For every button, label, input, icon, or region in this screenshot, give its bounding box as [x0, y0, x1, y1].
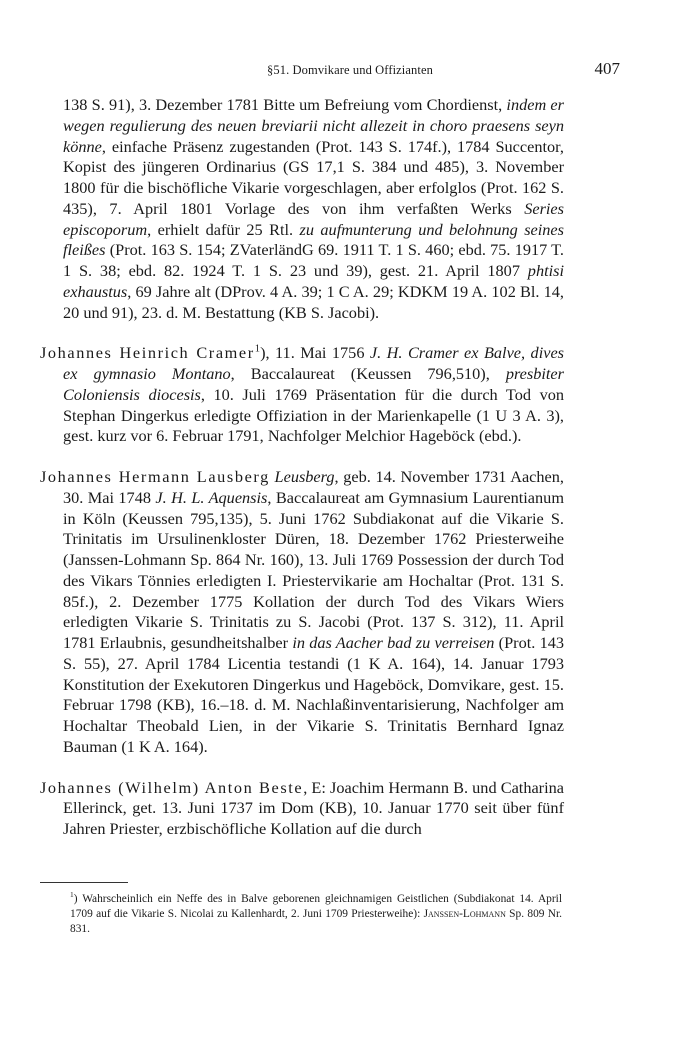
text-run: , 10. Juli 1769 Präsentation für die durch Tod von Stephan Dingerkus erledigte Offiziation in der Marienkapelle (1 U 3 A. 3), gest. kurz vor 6. Februar 1791, Nachfolger Melchior Hageböck (ebd.). [63, 384, 564, 446]
footnote-marker: 1 [254, 343, 261, 355]
italic-quote: J. H. Cramer ex Balve, dives ex gymnasio Montano [63, 343, 565, 383]
entry-continuation [40, 95, 564, 323]
text-run: , erhielt dafür 25 Rtl. [147, 219, 300, 239]
italic-quote: indem er wegen regulierung des neuen breviarii nicht allezeit in choro praesens seyn könne [63, 95, 564, 156]
section-title: §51. Domvikare und Offizianten [267, 63, 433, 77]
italic-quote: in das Aacher bad zu verreisen [292, 633, 495, 652]
italic-quote: presbiter Coloniensis diocesis [63, 364, 564, 404]
entry-name: Johannes (Wilhelm) Anton Beste [40, 777, 304, 797]
italic-quote: zu aufmunterung und belohnung seines fleißes [63, 219, 564, 260]
text-run: (Prot. 143 S. 55), 27. April 1784 Licentia testandi (1 K A. 164), 14. Januar 1793 Konstitution der Exekutoren Dingerkus und Hageböck, Domvikare, gest. 15. Februar 1798 (KB), 16.–18. d. M. Nachlaßinventarisierung, Nachfolger am Hochaltar Theobald Lien, in der Vikarie S. Trinitatis Bernhard Ignaz Bauman (1 K A. 164). [63, 633, 564, 756]
text-run: , Baccalaureat (Keussen 796,510), [230, 364, 506, 383]
footnote-divider [40, 882, 128, 883]
biography-entry [40, 467, 564, 758]
text-run: 138 S. 91), 3. Dezember 1781 Bitte um Befreiung vom Chordienst, [63, 95, 507, 114]
footnote-text [40, 892, 562, 937]
entry-name: Johannes Hermann Lausberg [40, 467, 270, 486]
text-run: , Baccalaureat am Gymnasium Laurentianum in Köln (Keussen 795,135), 5. Juni 1762 Subdiakonat auf die Vikarie S. Trinitatis im Ursulinenkloster Düren, 18. Dezember 1762 Priesterweihe (Janssen-Lohmann Sp. 864 Nr. 160), 13. Juli 1769 Possession der durch Tod des Vikars Tönnies erledigten I. Priestervikarie am Hochaltar (Prot. 131 S. 85f.), 2. Dezember 1775 Kollation der durch Tod des Vikars Wiers erledigten Vikarie S. Trinitatis zu S. Jacobi (Prot. 137 S. 312), 11. April 1781 Erlaubnis, gesundheitshalber [63, 487, 564, 652]
text-run: Sp. 809 Nr. 831. [70, 908, 563, 935]
italic-quote: phtisi exhaustus [63, 261, 564, 301]
running-header [40, 59, 660, 87]
text-run: ), 11. Mai 1756 [260, 343, 370, 363]
text-run: , geb. 14. November 1731 Aachen, 30. Mai 1748 [63, 467, 564, 507]
italic-quote: J. H. L. Aquensis [155, 487, 268, 507]
italic-quote: Leusberg [274, 467, 335, 486]
text-run: , 69 Jahre alt (DProv. 4 A. 39; 1 C A. 29; KDKM 19 A. 102 Bl. 14, 20 und 91), 23. d. M. Bestattung (KB S. Jacobi). [63, 281, 564, 322]
biography-entry [40, 778, 564, 840]
entry-name: Johannes Heinrich Cramer [40, 343, 255, 363]
italic-quote: Series episcoporum [63, 198, 564, 239]
text-run: (Prot. 163 S. 154; ZVaterländG 69. 1911 T. 1 S. 460; ebd. 75. 1917 T. 1 S. 38; ebd. 82. 1924 T. 1 S. 23 und 39), gest. 21. April 1807 [63, 240, 564, 280]
footnote-marker: 1 [70, 890, 74, 900]
biography-entry [40, 343, 564, 447]
text-run: Janssen-Lohmann [423, 908, 506, 920]
text-run: ) Wahrscheinlich ein Neffe des in Balve geborenen gleichnamigen Geistlichen (Subdiakonat 14. April 1709 auf die Vikarie S. Nicolai zu Kallenhardt, 2. Juni 1709 Priesterweihe): [70, 893, 562, 920]
text-run: , E: Joachim Hermann B. und Catharina Ellerinck, get. 13. Juni 1737 im Dom (KB), 10. Januar 1770 seit über fünf Jahren Priester, erzbischöfliche Kollation auf die durch [63, 777, 564, 838]
footnote [40, 892, 562, 937]
page-number: 407 [594, 59, 620, 78]
main-text [40, 95, 564, 840]
text-run: , einfache Präsenz zugestanden (Prot. 143 S. 174f.), 1784 Succentor, Kopist des jüngeren Ordinarius (GS 17,1 S. 384 und 485), 3. November 1800 für die bischöfliche Vikarie vorgeschlagen, aber erfolglos (Prot. 162 S. 435), 7. April 1801 Vorlage des von ihm verfaßten Werks [63, 136, 564, 218]
